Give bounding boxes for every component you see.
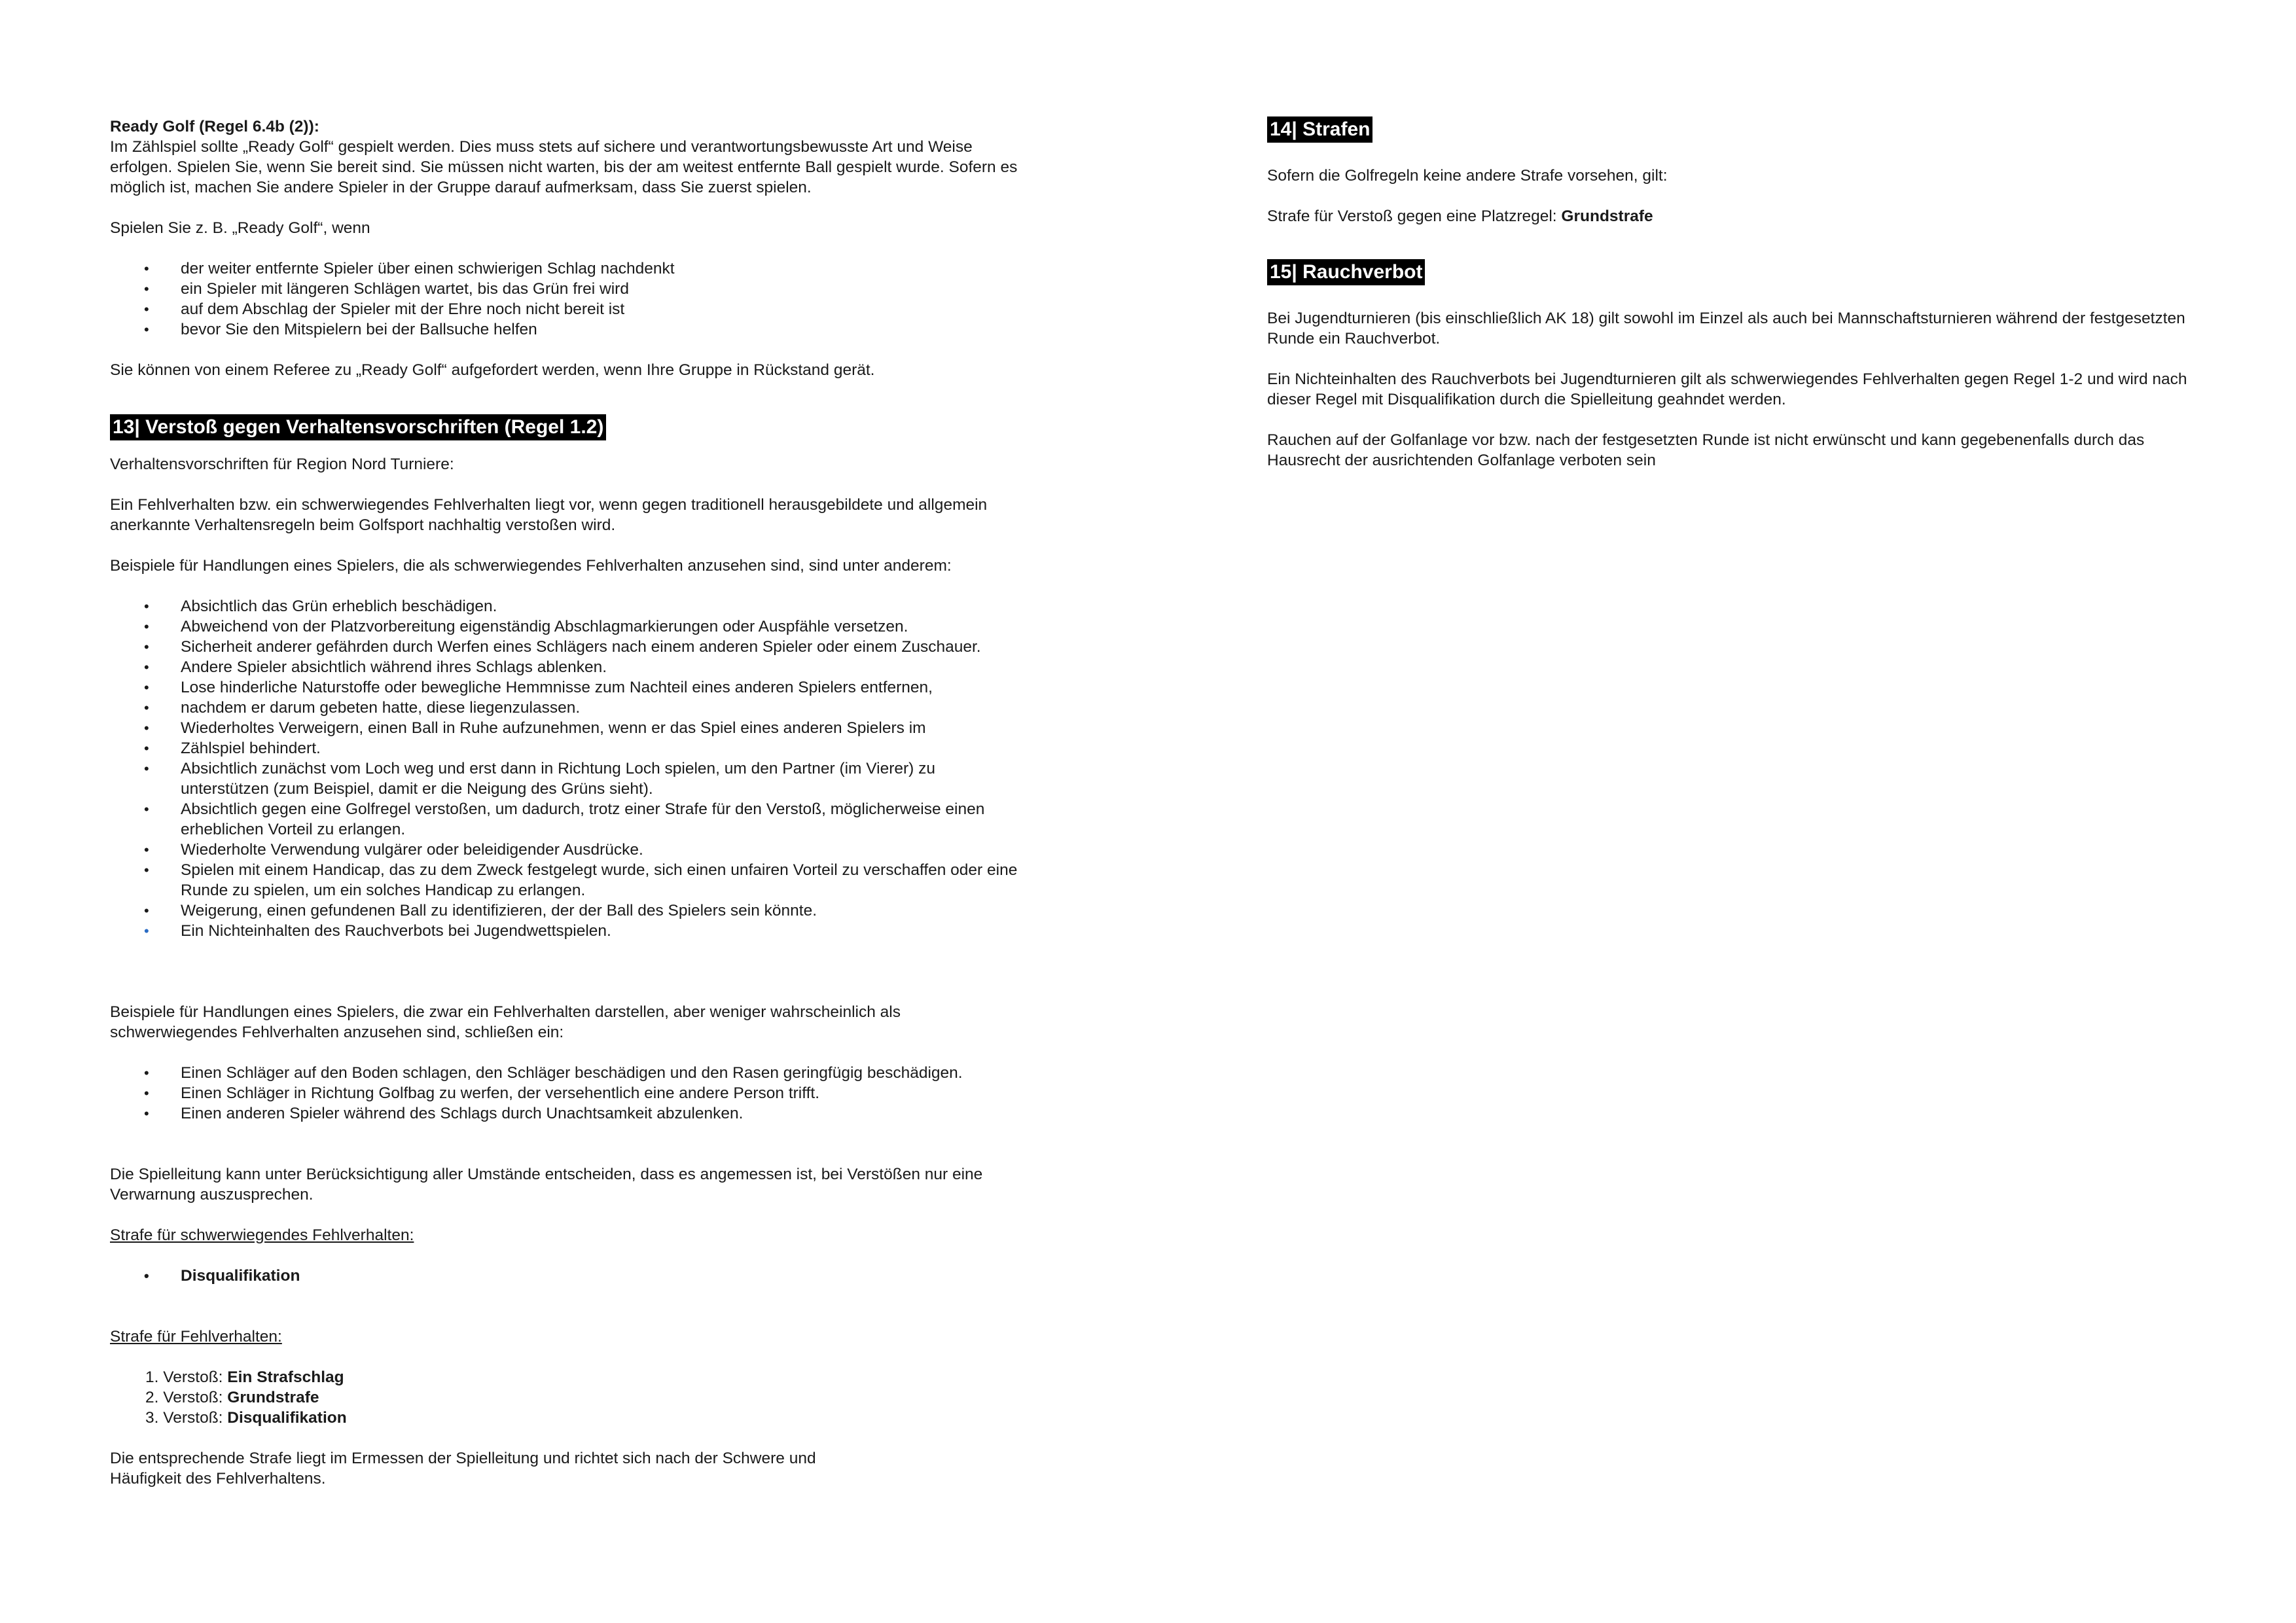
section-14-paragraph-2: Strafe für Verstoß gegen eine Platzregel: Grundstrafe <box>1267 207 1653 225</box>
list-item: • der weiter entfernte Spieler über einen schwierigen Schlag nachdenkt <box>110 259 1026 279</box>
section-14-paragraph-1: Sofern die Golfregeln keine andere Strafe vorsehen, gilt: <box>1267 167 1668 185</box>
list-item: • Wiederholtes Verweigern, einen Ball in Ruhe aufzunehmen, wenn er das Spiel eines anderen Spielers im <box>110 718 1026 738</box>
list-item: • Wiederholte Verwendung vulgärer oder beleidigender Ausdrücke. <box>110 840 1026 860</box>
list-item: 1. Verstoß: Ein Strafschlag <box>145 1368 344 1386</box>
section-13-intro: Verhaltensvorschriften für Region Nord Turniere: <box>110 455 454 473</box>
right-column <box>1267 116 2197 471</box>
list-item: • Sicherheit anderer gefährden durch Werfen eines Schlägers nach einem anderen Spieler oder einem Zuschauer. <box>110 637 1026 657</box>
section-13-paragraph-3: Beispiele für Handlungen eines Spielers, die zwar ein Fehlverhalten darstellen, aber weniger wahrscheinlich als schwerwiegendes Fehlverhalten anzusehen sind, schließen ein: <box>110 1003 901 1041</box>
list-item: • Disqualifikation <box>110 1266 1026 1286</box>
section-14-heading: 14| Strafen <box>1267 116 1372 143</box>
list-item: • Einen Schläger auf den Boden schlagen, den Schläger beschädigen und den Rasen geringfügig beschädigen. <box>110 1063 1026 1083</box>
list-item: • Absichtlich gegen eine Golfregel verstoßen, um dadurch, trotz einer Strafe für den Verstoß, möglicherweise einen erheblichen Vorteil zu erlangen. <box>110 799 1026 840</box>
list-item: • nachdem er darum gebeten hatte, diese liegenzulassen. <box>110 698 1026 718</box>
list-item: • Spielen mit einem Handicap, das zu dem Zweck festgelegt wurde, sich einen unfairen Vorteil zu verschaffen oder eine Runde zu spielen, um ein solches Handicap zu erlangen. <box>110 860 1026 901</box>
list-item: 2. Verstoß: Grundstrafe <box>145 1389 319 1406</box>
section-13-heading: 13| Verstoß gegen Verhaltensvorschriften (Regel 1.2) <box>110 414 606 440</box>
section-15-paragraph-2: Ein Nichteinhalten des Rauchverbots bei Jugendturnieren gilt als schwerwiegendes Fehlverhalten gegen Regel 1-2 und wird nach dieser Regel mit Disqualifikation durch die Spielleitung geahndet werden. <box>1267 370 2187 408</box>
list-item: • Lose hinderliche Naturstoffe oder bewegliche Hemmnisse zum Nachteil eines anderen Spielers entfernen, <box>110 677 1026 698</box>
ready-golf-title: Ready Golf (Regel 6.4b (2)): <box>110 118 319 135</box>
left-column <box>110 116 1026 1489</box>
list-item: • Ein Nichteinhalten des Rauchverbots bei Jugendwettspielen. <box>110 921 1026 941</box>
list-item: • auf dem Abschlag der Spieler mit der Ehre noch nicht bereit ist <box>110 299 1026 319</box>
penalty-serious-list <box>110 1266 1026 1286</box>
section-15-paragraph-1: Bei Jugendturnieren (bis einschließlich AK 18) gilt sowohl im Einzel als auch bei Mannschaftsturnieren während der festgesetzten Runde ein Rauchverbot. <box>1267 310 2185 348</box>
section-15-heading: 15| Rauchverbot <box>1267 259 1425 285</box>
list-item: • ein Spieler mit längeren Schlägen wartet, bis das Grün frei wird <box>110 279 1026 299</box>
penalty-misconduct-label: Strafe für Fehlverhalten: <box>110 1328 282 1346</box>
ready-golf-list <box>110 259 1026 340</box>
list-item: • Einen anderen Spieler während des Schlags durch Unachtsamkeit abzulenken. <box>110 1103 1026 1124</box>
list-item: • bevor Sie den Mitspielern bei der Ballsuche helfen <box>110 319 1026 340</box>
section-15-paragraph-3: Rauchen auf der Golfanlage vor bzw. nach der festgesetzten Runde ist nicht erwünscht und kann gegebenenfalls durch das Hausrecht der ausrichtenden Golfanlage verboten sein <box>1267 431 2145 469</box>
ready-golf-intro: Im Zählspiel sollte „Ready Golf“ gespielt werden. Dies muss stets auf sichere und verantwortungsbewusste Art und Weise erfolgen. Spielen Sie, wenn Sie bereit sind. Sie müssen nicht warten, bis der am weitest entfernte Ball gespielt wurde. Sofern es möglich ist, machen Sie andere Spieler in der Gruppe darauf aufmerksam, dass Sie zuerst spielen. <box>110 138 1018 196</box>
section-13-paragraph-4: Die Spielleitung kann unter Berücksichtigung aller Umstände entscheiden, dass es angemessen ist, bei Verstößen nur eine Verwarnung auszusprechen. <box>110 1166 983 1204</box>
list-item: • Weigerung, einen gefundenen Ball zu identifizieren, der der Ball des Spielers sein könnte. <box>110 901 1026 921</box>
minor-misconduct-list <box>110 1063 1026 1124</box>
list-item: • Zählspiel behindert. <box>110 738 1026 758</box>
list-item: • Absichtlich zunächst vom Loch weg und erst dann in Richtung Loch spielen, um den Partner (im Vierer) zu unterstützen (zum Beispiel, damit er die Neigung des Grüns sieht). <box>110 758 1026 799</box>
section-13-paragraph-1: Ein Fehlverhalten bzw. ein schwerwiegendes Fehlverhalten liegt vor, wenn gegen traditionell herausgebildete und allgemein anerkannte Verhaltensregeln beim Golfsport nachhaltig verstoßen wird. <box>110 496 988 534</box>
section-13-closing: Die entsprechende Strafe liegt im Ermessen der Spielleitung und richtet sich nach der Schwere und Häufigkeit des Fehlverhaltens. <box>110 1450 816 1488</box>
penalty-steps-list <box>110 1367 1026 1428</box>
list-item: 3. Verstoß: Disqualifikation <box>145 1409 347 1427</box>
ready-golf-when: Spielen Sie z. B. „Ready Golf“, wenn <box>110 219 370 237</box>
serious-misconduct-list <box>110 596 1026 941</box>
section-13-paragraph-2: Beispiele für Handlungen eines Spielers, die als schwerwiegendes Fehlverhalten anzusehen sind, sind unter anderem: <box>110 557 952 575</box>
list-item: • Andere Spieler absichtlich während ihres Schlags ablenken. <box>110 657 1026 677</box>
list-item: • Absichtlich das Grün erheblich beschädigen. <box>110 596 1026 616</box>
penalty-serious-label: Strafe für schwerwiegendes Fehlverhalten: <box>110 1226 414 1244</box>
list-item: • Abweichend von der Platzvorbereitung eigenständig Abschlagmarkierungen oder Auspfähle versetzen. <box>110 616 1026 637</box>
list-item: • Einen Schläger in Richtung Golfbag zu werfen, der versehentlich eine andere Person trifft. <box>110 1083 1026 1103</box>
ready-golf-referee: Sie können von einem Referee zu „Ready Golf“ aufgefordert werden, wenn Ihre Gruppe in Rückstand gerät. <box>110 361 875 379</box>
